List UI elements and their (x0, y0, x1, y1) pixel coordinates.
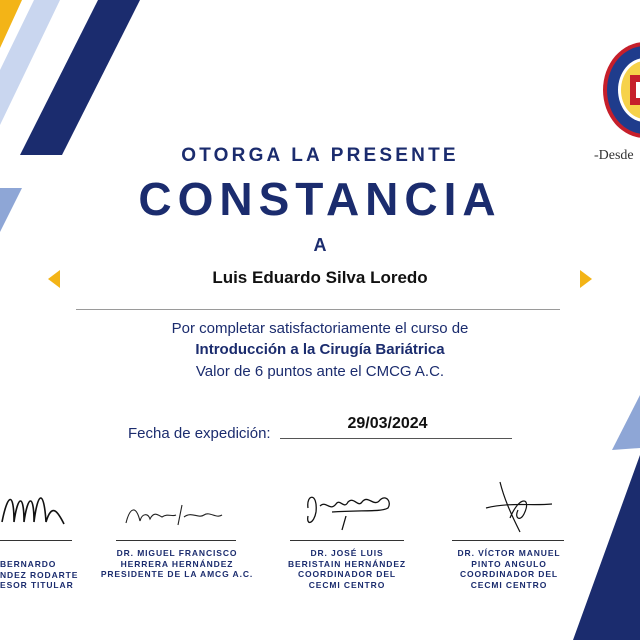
signature-3 (302, 486, 402, 536)
signature-4 (480, 478, 560, 538)
certificate-title: CONSTANCIA (138, 173, 502, 225)
signatory-2-line3: PRESIDENTE DE LA AMCG A.C. (100, 569, 254, 579)
signatory-2 (96, 548, 258, 580)
signatory-1-line3: ESOR TITULAR (0, 580, 74, 590)
signature-line-4 (452, 540, 564, 541)
signatory-3-line3: COORDINADOR DEL (297, 569, 397, 579)
signature-1 (0, 482, 80, 532)
recipient-underline (76, 309, 560, 310)
signatory-3-line2: BERISTAIN HERNÁNDEZ (287, 558, 406, 569)
signatory-2-line2: HERRERA HERNÁNDEZ (120, 558, 234, 569)
signatory-1-line1: BERNARDO (0, 559, 57, 569)
light-stripe-bottom-right (612, 395, 640, 450)
signatory-4-line1: DR. VÍCTOR MANUEL (457, 548, 561, 558)
signatory-1-line2: NDEZ RODARTE (0, 569, 79, 580)
signatory-4-line4: CECMI CENTRO (470, 579, 548, 590)
signatory-3 (270, 548, 424, 590)
points-line: Valor de 6 puntos ante el CMCG A.C. (195, 363, 445, 380)
signatory-3-line4: CECMI CENTRO (308, 579, 386, 590)
to-word: A (313, 235, 327, 255)
signature-line-3 (290, 540, 404, 541)
signatory-2-line1: DR. MIGUEL FRANCISCO (116, 548, 238, 558)
signatory-4-line3: COORDINADOR DEL (459, 569, 559, 579)
signatory-1 (0, 559, 78, 591)
signatory-4-line2: PINTO ANGULO (471, 558, 547, 569)
date-underline (280, 438, 512, 439)
institution-seal-icon (600, 40, 640, 140)
signatory-4 (434, 548, 584, 590)
signature-2 (118, 495, 238, 535)
signature-line-2 (116, 540, 236, 541)
course-name: Introducción a la Cirugía Bariátrica (195, 341, 445, 358)
recipient-name: Luis Eduardo Silva Loredo (212, 268, 428, 287)
gold-triangle-right-icon (580, 270, 592, 288)
signatory-3-line1: DR. JOSÉ LUIS (310, 548, 384, 558)
signature-line-1 (0, 540, 72, 541)
date-label: Fecha de expedición: (128, 425, 271, 442)
description-line: Por completar satisfactoriamente el curso de (171, 320, 469, 337)
seal-caption: -Desde (594, 148, 634, 163)
date-value: 29/03/2024 (347, 415, 428, 432)
heading-line: OTORGA LA PRESENTE (181, 145, 459, 166)
